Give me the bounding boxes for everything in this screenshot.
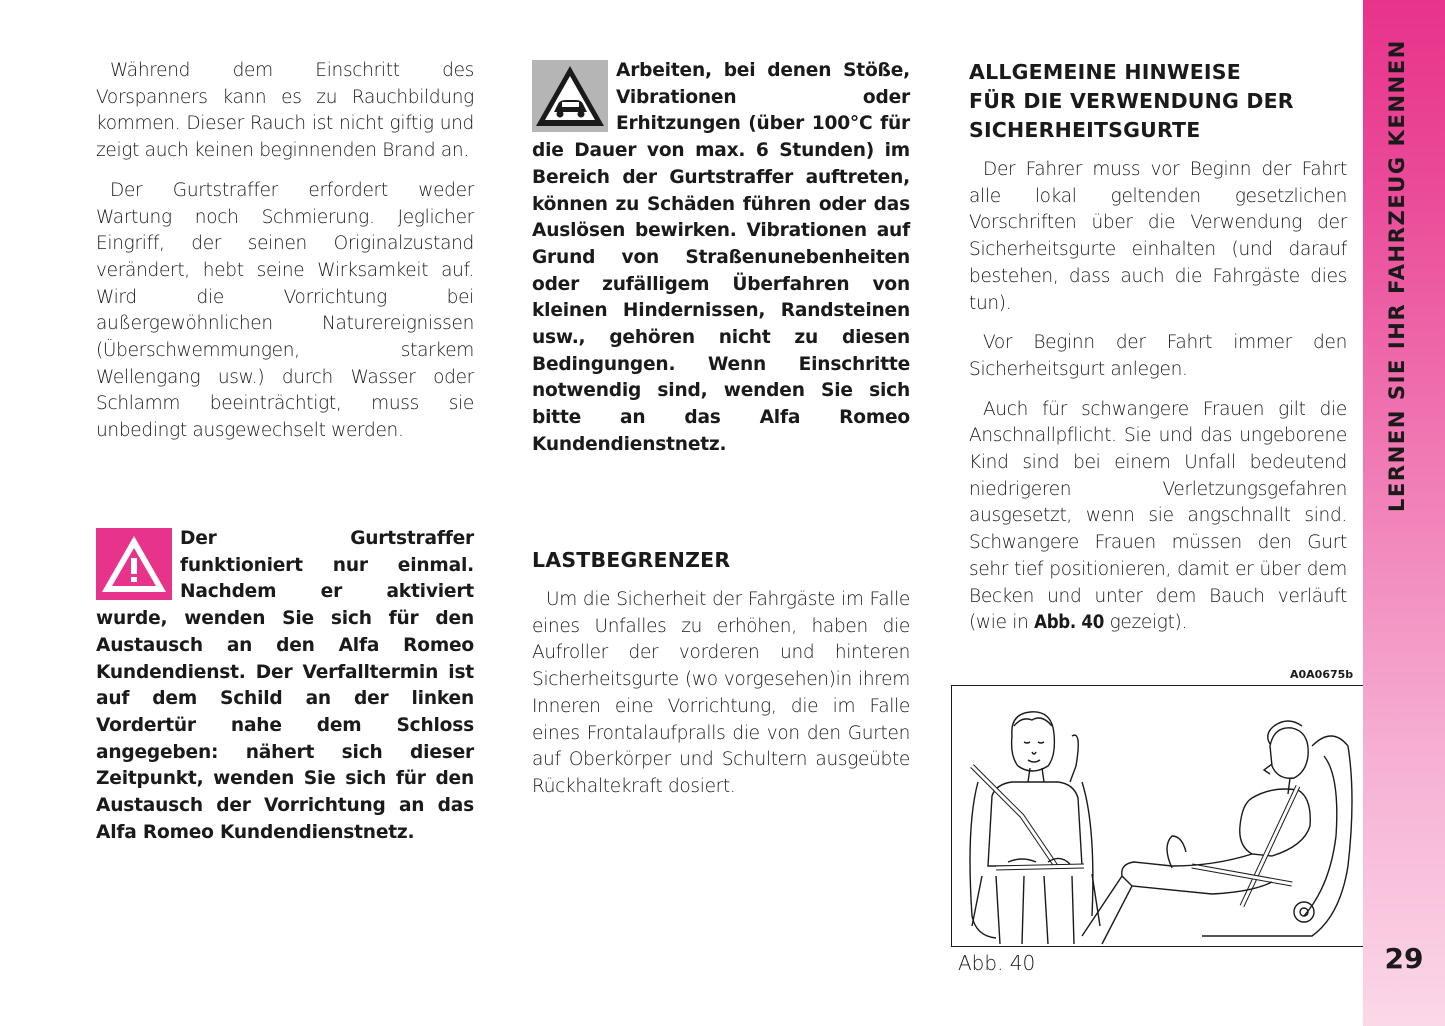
heading-line: SICHERHEITSGURTE bbox=[969, 118, 1201, 142]
heading-line: FÜR DIE VERWENDUNG DER bbox=[969, 89, 1294, 113]
warning-block-pretensioner bbox=[96, 526, 474, 846]
heading-line: ALLGEMEINE HINWEISE bbox=[969, 60, 1241, 84]
paragraph-maintenance: Der Gurtstraffer erfordert weder Wartung noch Schmierung. Jeglicher Eingriff, der seinen Originalzustand verändert, hebt seine Wirksamkeit auf. Wird die Vorrichtung bei außergewöhnlichen Naturereignissen (Überschwemmungen, starkem Wellengang usw.) durch Wasser oder Schlamm beeinträchtigt, muss sie unbedingt ausgewechselt werden. bbox=[96, 179, 474, 442]
section-heading: LASTBEGRENZER bbox=[532, 548, 731, 572]
paragraph-load-limiter: Um die Sicherheit der Fahrgäste im Falle eines Unfalles zu erhöhen, haben die Aufroller der vorderen und hinteren Sicherheitsgurte (wo vorgesehen)in ihrem Inneren eine Vorrichtung, die im Falle eines Frontalaufpralls die von den Gurten auf Oberkörper und Schultern ausgeübte Rückhaltekraft dosiert. bbox=[532, 589, 910, 797]
column-left bbox=[96, 58, 474, 445]
text-span: gezeigt). bbox=[1104, 612, 1188, 634]
text-span: Auch für schwangere Frauen gilt die Anschnallpflicht. Sie und das ungeborene Kind sind bei einem Unfall bedeutend niedrigeren Verletzungsgefahren ausgesetzt, wenn sie angschnallt sind. Schwangere Frauen müssen den Gurt sehr tief positionieren, damit er über dem Becken und unter dem Bauch verläuft (wie in bbox=[969, 398, 1347, 634]
column-middle bbox=[532, 58, 910, 459]
figure-seatbelt-illustration bbox=[951, 685, 1364, 947]
chapter-title: LERNEN SIE IHR FAHRZEUG KENNEN bbox=[1385, 39, 1409, 512]
seatbelt-illustration-drawing bbox=[952, 686, 1363, 946]
paragraph-pregnant bbox=[969, 397, 1347, 637]
figure-reference: Abb. 40 bbox=[1034, 612, 1104, 634]
paragraph-smoke: Während dem Einschritt des Vorspanners kann es zu Rauchbildung kommen. Dieser Rauch ist nicht giftig und zeigt auch keinen beginnenden Brand an. bbox=[96, 60, 474, 162]
car-impact-warning-icon bbox=[532, 60, 608, 136]
paragraph-driver-rules: Der Fahrer muss vor Beginn der Fahrt alle lokal geltenden gesetzlichen Vorschriften über die Verwendung der Sicherheitsgurte einhalten (und darauf bestehen, dass auch die Fahrgäste dies tun). bbox=[969, 159, 1347, 314]
figure-code: A0A0675b bbox=[1290, 668, 1354, 681]
paragraph-always-buckle: Vor Beginn der Fahrt immer den Sicherheitsgurt anlegen. bbox=[969, 332, 1347, 380]
section-load-limiter bbox=[532, 546, 910, 801]
warning-text-pretensioner: Der Gurtstraffer funktioniert nur einmal. Nachdem er aktiviert wurde, wenden Sie sich für den Austausch an den Alfa Romeo Kundendienst. Der Verfalltermin ist auf dem Schild an der linken Vordertür nahe dem Schloss angegeben: nähert sich dieser Zeitpunkt, wenden Sie sich für den Austausch der Vorrichtung an das Alfa Romeo Kundendienstnetz. bbox=[96, 528, 474, 843]
section-heading-general bbox=[969, 58, 1347, 145]
warning-text-vibrations: Arbeiten, bei denen Stöße, Vibrationen oder Erhitzungen (über 100°C für die Dauer von max. 6 Stunden) im Bereich der Gurtstraffer auftreten, können zu Schäden führen oder das Auslösen bewirken. Vibrationen auf Grund von Straßenunebenheiten oder zufälligem Überfahren von kleinen Hindernissen, Randsteinen usw., gehören nicht zu diesen Bedingungen. Wenn Einschritte notwendig sind, wenden Sie sich bitte an das Alfa Romeo Kundendienstnetz. bbox=[532, 60, 910, 455]
page-number: 29 bbox=[1384, 942, 1424, 975]
column-right bbox=[969, 58, 1347, 637]
warning-triangle-icon bbox=[96, 528, 172, 604]
figure-caption: Abb. 40 bbox=[958, 951, 1036, 975]
